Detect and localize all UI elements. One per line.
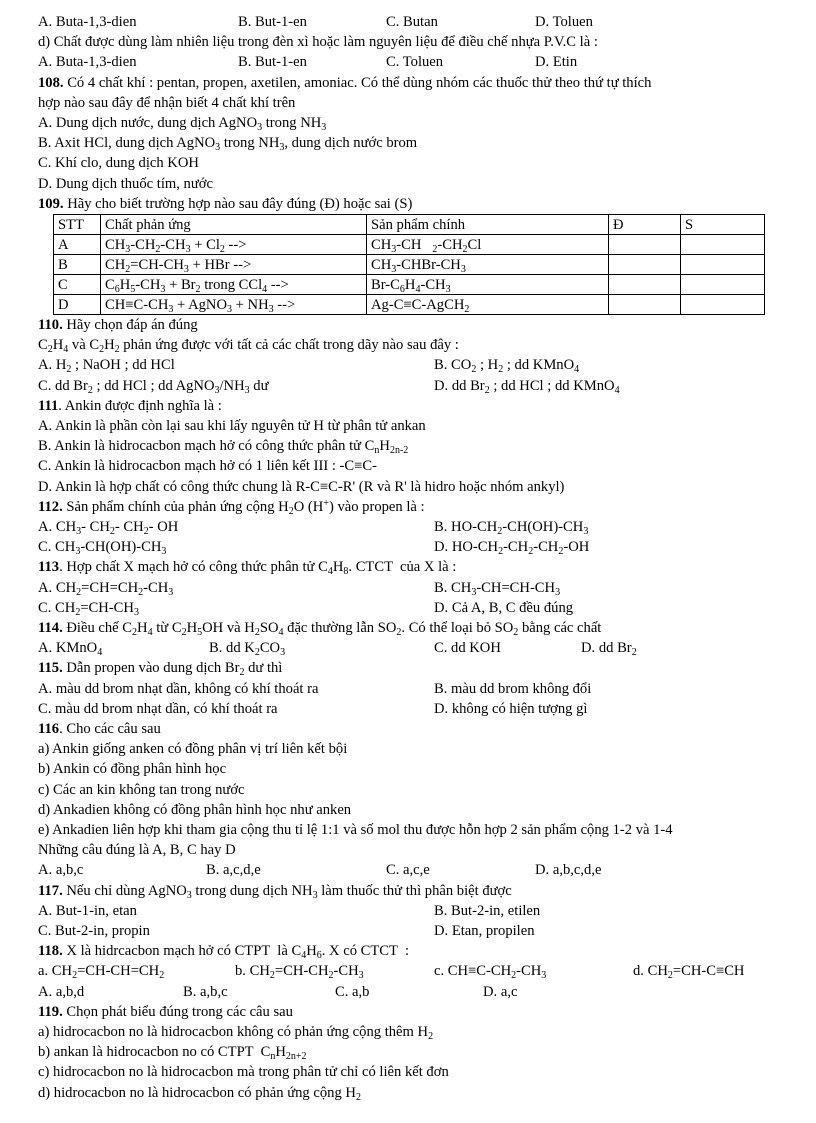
option-b: B. $HO-CH_2-CH(OH)-CH_3$	[434, 519, 589, 537]
reactants-cell: $CH_3-CH_2-CH_3 + Cl_2$ -->	[101, 235, 367, 255]
q117-options-row2	[38, 921, 796, 941]
q110-options-row1	[38, 355, 796, 375]
question-number: 112.	[38, 498, 63, 515]
product-cell: $CH_3-CHBr-CH_3$	[367, 255, 609, 275]
q114-options-row	[38, 638, 796, 658]
q108-question: 108. Có 4 chất khí : pentan, propen, axetilen, amoniac. Có thể dùng nhóm các thuốc thử theo thứ tự thích	[38, 74, 652, 91]
option-a: A. $H_2$ ; NaOH ; dd HCl	[38, 357, 175, 376]
q111-option-d: D. Ankin là hợp chất có công thức chung là R-C≡C-R' (R và R' là hidro hoặc nhóm ankyl)	[38, 478, 565, 495]
true-cell[interactable]	[609, 275, 681, 295]
question-number: 119.	[38, 1003, 63, 1020]
option-c: C. dd KOH	[434, 640, 501, 657]
option-a: A. a,b,c	[38, 862, 84, 879]
reactants-cell: $C_6H_5-CH_3 + Br_2$ trong CCl$_4$ -->	[101, 275, 367, 295]
q112-options-row1	[38, 517, 796, 537]
q110-options-row2	[38, 376, 796, 396]
true-cell[interactable]	[609, 295, 681, 315]
option-d: D. không có hiện tượng gì	[434, 700, 588, 717]
false-cell[interactable]	[681, 255, 765, 275]
q113-options-row2	[38, 598, 796, 618]
question-number: 111	[38, 397, 59, 414]
q110-question-cont: $C_2H_4$ và $C_2H_2$ phản ứng được với tất cả các chất trong dãy nào sau đây :	[38, 337, 459, 356]
q116-item-e: e) Ankadien liên hợp khi tham gia cộng thu tỉ lệ 1:1 và số mol thu được hỗn hợp 2 sản phẩm cộng 1-2 và 1-4	[38, 821, 673, 838]
true-cell[interactable]	[609, 255, 681, 275]
formula-d: d. $CH_2=CH-C\equiv CH$	[633, 963, 745, 982]
q112-options-row2	[38, 537, 796, 557]
row-label: C	[54, 275, 101, 295]
option-c: C. màu dd brom nhạt dần, có khí thoát ra	[38, 700, 278, 717]
question-number: 110.	[38, 317, 63, 333]
option-d: D. a,b,c,d,e	[535, 862, 602, 879]
header-reactants: Chất phản ứng	[101, 215, 367, 235]
false-cell[interactable]	[681, 235, 765, 255]
q108-option-d: D. Dung dịch thuốc tím, nước	[38, 175, 213, 192]
q108-option-a: A. Dung dịch nước, dung dịch AgNO$_3$ trong $NH_3$	[38, 114, 327, 133]
product-cell: $Br-C_6H_4-CH_3$	[367, 275, 609, 295]
q119-item-c: c) hidrocacbon no là hidrocacbon mà trong phân tử chỉ có liên kết đơn	[38, 1064, 449, 1081]
q107-options-row1	[38, 12, 796, 32]
formula-a: a. $CH_2=CH-CH=CH_2$	[38, 963, 165, 982]
option-d: D. Etin	[535, 54, 578, 71]
q111-option-a: A. Ankin là phần còn lại sau khi lấy nguyên tử H từ phân tử ankan	[38, 417, 426, 434]
option-c: C. dd $Br_2$ ; dd HCl ; dd $AgNO_3/NH_3$ dư	[38, 377, 269, 396]
q115-options-row2	[38, 699, 796, 719]
question-number: 118.	[38, 943, 63, 960]
option-d: D. dd $Br_2$ ; dd HCl ; dd KMnO$_4$	[434, 377, 620, 396]
q119-item-b: b) ankan là hidrocacbon no có CTPT $C_nH_{2n+2}$	[38, 1044, 307, 1063]
q113-options-row1	[38, 578, 796, 598]
option-b: B. But-1-en	[238, 14, 307, 30]
row-label: B	[54, 255, 101, 275]
true-cell[interactable]	[609, 235, 681, 255]
q111-option-c: C. Ankin là hidrocacbon mạch hở có 1 liên kết III : -C≡C-	[38, 458, 377, 475]
q109-table	[53, 214, 765, 315]
q108-question-cont: hợp nào sau đây để nhận biết 4 chất khí trên	[38, 94, 296, 111]
q115-question: 115. Dẫn propen vào dung dịch $Br_2$ dư thì	[38, 660, 283, 679]
option-a: A. $CH_3-$ $CH_2-$ $CH_2-$ OH	[38, 519, 179, 537]
option-a: A. KMnO$_4$	[38, 640, 103, 659]
table-row	[54, 255, 765, 275]
option-b: B. a,c,d,e	[206, 862, 261, 879]
q116-item-d: d) Ankadien không có đồng phân hình học như anken	[38, 801, 352, 818]
q117-question: 117. Nếu chỉ dùng AgNO$_3$ trong dung dịch $NH_3$ làm thuốc thử thì phân biệt được	[38, 882, 512, 901]
q118-question: 118. X là hidrcacbon mạch hở có CTPT là $C_4H_6$. X có CTCT :	[38, 943, 410, 962]
option-b: B. màu dd brom không đổi	[434, 680, 592, 697]
option-c: C. $CH_2=CH-CH_3$	[38, 599, 139, 618]
option-b: B. $CO_2$ ; $H_2$ ; dd KMnO$_4$	[434, 357, 580, 376]
q118-options-row	[38, 982, 796, 1002]
row-label: D	[54, 295, 101, 315]
question-number: 114.	[38, 619, 63, 636]
question-number: 116	[38, 720, 60, 737]
q109-question: 109. Hãy cho biết trường hợp nào sau đây đúng (Đ) hoặc sai (S)	[38, 195, 413, 212]
option-a: A. a,b,d	[38, 983, 85, 1000]
option-c: C. Butan	[386, 14, 438, 30]
q119-question: 119. Chọn phát biểu đúng trong các câu sau	[38, 1003, 293, 1020]
option-d: D. dd $Br_2$	[581, 640, 637, 659]
table-row	[54, 295, 765, 315]
q111-question: 111. Ankin được định nghĩa là :	[38, 397, 222, 414]
false-cell[interactable]	[681, 275, 765, 295]
question-number: 115.	[38, 660, 63, 677]
option-c: C. But-2-in, propin	[38, 922, 150, 939]
option-d: D. $HO-CH_2-CH_2-CH_2-OH$	[434, 539, 590, 558]
row-label: A	[54, 235, 101, 255]
q116-prompt: Những câu đúng là A, B, C hay D	[38, 842, 236, 859]
q108-option-c: C. Khí clo, dung dịch KOH	[38, 155, 199, 172]
question-number: 109.	[38, 195, 64, 212]
option-a: A. Buta-1,3-dien	[38, 14, 137, 30]
option-d: D. Etan, propilen	[434, 922, 535, 939]
option-b: B. a,b,c	[183, 983, 228, 1000]
formula-b: b. $CH_2=CH-CH_2-CH_3$	[235, 963, 364, 982]
option-c: C. a,b	[335, 983, 370, 1000]
q115-options-row1	[38, 679, 796, 699]
q107-part-d: d) Chất được dùng làm nhiên liệu trong đèn xì hoặc làm nguyên liệu để điều chế nhựa P.V.C là :	[38, 34, 598, 51]
q117-options-row1	[38, 901, 796, 921]
header-false: S	[681, 215, 765, 235]
option-c: C. a,c,e	[386, 862, 430, 879]
header-product: Sản phẩm chính	[367, 215, 609, 235]
reactants-cell: $CH_2=CH-CH_3$ + HBr -->	[101, 255, 367, 275]
table-row	[54, 235, 765, 255]
option-a: A. màu dd brom nhạt dần, không có khí thoát ra	[38, 680, 319, 697]
false-cell[interactable]	[681, 295, 765, 315]
q119-item-a: a) hidrocacbon no là hidrocacbon không có phản ứng cộng thêm $H_2$	[38, 1023, 434, 1042]
option-a: A. $CH_2=CH=CH_2-CH_3$	[38, 579, 174, 598]
option-b: B. dd $K_2CO_3$	[209, 640, 286, 659]
q116-item-a: a) Ankin giống anken có đồng phân vị trí liên kết bội	[38, 741, 348, 758]
product-cell: Ag-C≡C-AgCH$_2$	[367, 295, 609, 315]
q114-question: 114. Điều chế $C_2H_4$ từ $C_2H_5OH$ và $H_2SO_4$ đặc thường lẫn $SO_2$. Có thể loại bỏ $SO_2$ bằng các chất	[38, 619, 602, 638]
q113-question: 113. Hợp chất X mạch hở có công thức phân tử $C_4H_8$. CTCT của X là :	[38, 559, 457, 578]
formula-c: c. $CH\equiv C-CH_2-CH_3$	[434, 963, 547, 982]
table-row	[54, 275, 765, 295]
header-stt: STT	[54, 215, 101, 235]
reactants-cell: $CH\equiv C-CH_3$ + AgNO$_3$ + $NH_3$ -->	[101, 295, 367, 315]
question-number: 108.	[38, 74, 64, 91]
q116-item-b: b) Ankin có đồng phân hình học	[38, 761, 227, 778]
option-d: D. a,c	[483, 983, 518, 1000]
option-b: B. But-1-en	[238, 54, 307, 71]
q116-question: 116. Cho các câu sau	[38, 720, 161, 737]
q118-formulas-row	[38, 961, 796, 981]
option-c: C. $CH_3-CH(OH)-CH_3$	[38, 539, 167, 558]
option-b: B. But-2-in, etilen	[434, 902, 541, 919]
question-number: 113	[38, 559, 60, 576]
option-d: D. Toluen	[535, 14, 593, 30]
q116-options-row	[38, 860, 796, 880]
header-true: Đ	[609, 215, 681, 235]
q116-item-c: c) Các an kin không tan trong nước	[38, 781, 245, 798]
q112-question: 112. Sản phẩm chính của phản ứng cộng $H_2O$ (H+) vào propen là :	[38, 497, 425, 517]
q119-item-d: d) hidrocacbon no là hidrocacbon có phản ứng cộng $H_2$	[38, 1084, 361, 1103]
question-number: 117.	[38, 882, 63, 899]
q110-question: 110. Hãy chọn đáp án đúng	[38, 317, 198, 333]
option-c: C. Toluen	[386, 54, 444, 71]
option-d: D. Cả A, B, C đều đúng	[434, 599, 574, 616]
q107-options-row2	[38, 52, 796, 72]
q108-option-b: B. Axit HCl, dung dịch AgNO$_3$ trong $NH_3$, dung dịch nước brom	[38, 135, 418, 154]
table-header-row	[54, 215, 765, 235]
q111-option-b: B. Ankin là hidrocacbon mạch hở có công thức phân tử $C_nH_{2n-2}$	[38, 438, 409, 457]
option-a: A. But-1-in, etan	[38, 902, 137, 919]
option-a: A. Buta-1,3-dien	[38, 54, 137, 71]
product-cell: $CH_3-CH$ $_2-CH_2Cl$	[367, 235, 609, 255]
option-b: B. $CH_3-CH=CH-CH_3$	[434, 579, 561, 598]
